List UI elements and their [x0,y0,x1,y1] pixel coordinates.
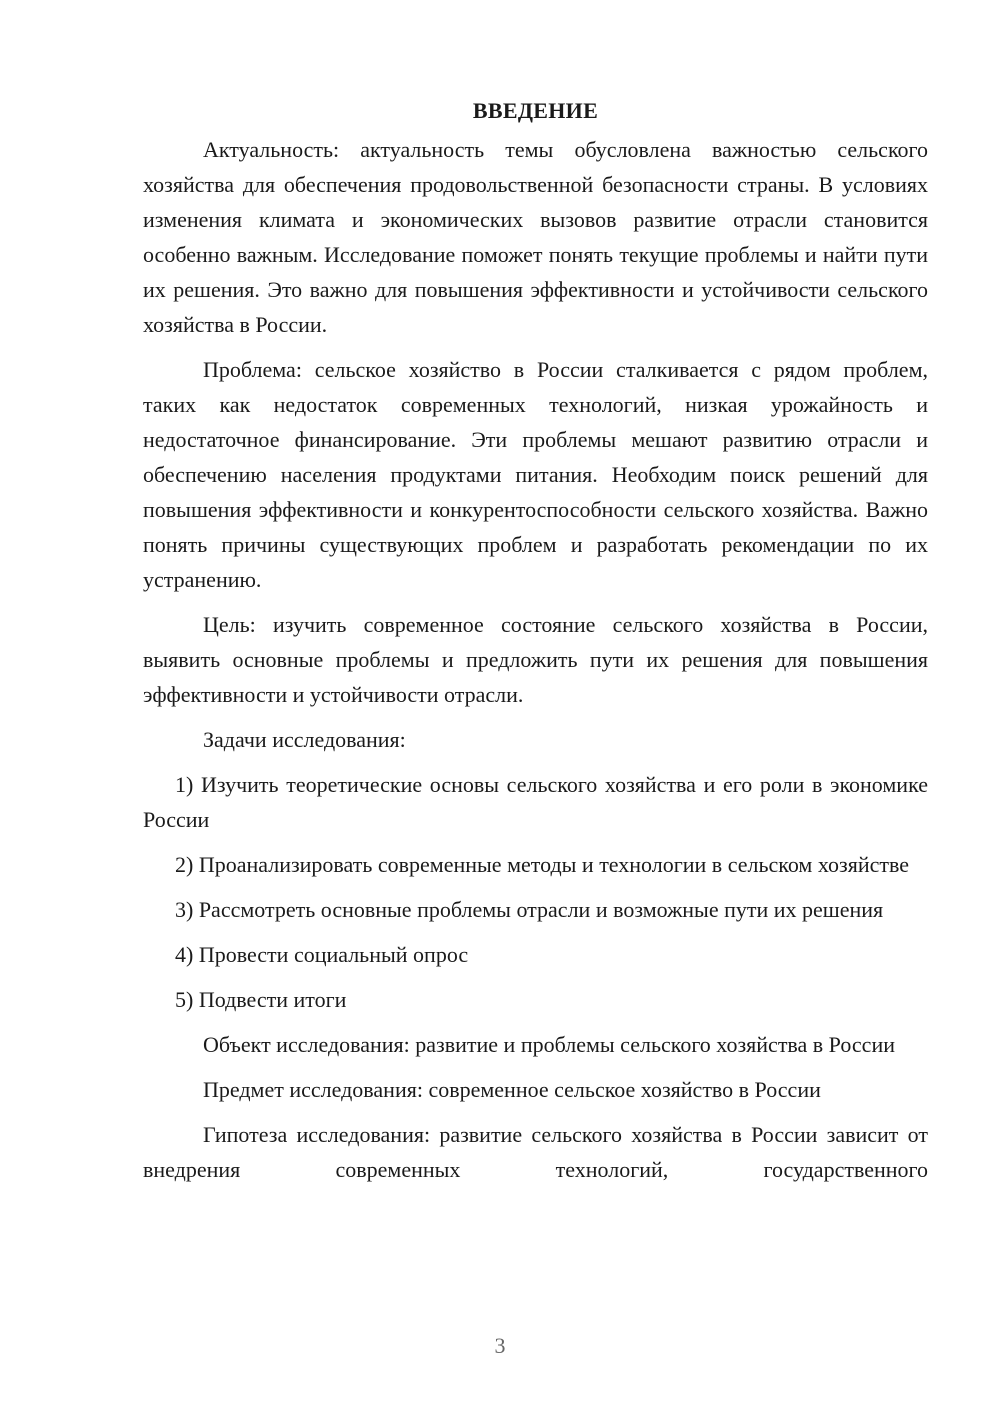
subject-paragraph: Предмет исследования: современное сельское хозяйство в России [203,1077,821,1102]
task-item-3: 3) Рассмотреть основные проблемы отрасли и возможные пути их решения [175,897,884,922]
hypothesis-paragraph: Гипотеза исследования: развитие сельского хозяйства в России зависит от внедрения современных технологий, государственного [143,1122,928,1182]
task-item-1: 1) Изучить теоретические основы сельского хозяйства и его роли в экономике России [143,772,928,832]
relevance-paragraph: Актуальность: актуальность темы обусловлена важностью сельского хозяйства для обеспечения продовольственной безопасности страны. В условиях изменения климата и экономических вызовов развитие отрасли становится особенно важным. Исследование поможет понять текущие проблемы и найти пути их решения. Это важно для повышения эффективности и устойчивости сельского хозяйства в России. [143,137,928,337]
task-item-2: 2) Проанализировать современные методы и технологии в сельском хозяйстве [175,852,909,877]
task-item-5: 5) Подвести итоги [175,987,347,1012]
object-paragraph: Объект исследования: развитие и проблемы сельского хозяйства в России [203,1032,895,1057]
tasks-heading: Задачи исследования: [203,727,406,752]
page-title: ВВЕДЕНИЕ [472,98,599,123]
task-item-4: 4) Провести социальный опрос [175,942,469,967]
goal-paragraph: Цель: изучить современное состояние сельского хозяйства в России, выявить основные проблемы и предложить пути их решения для повышения эффективности и устойчивости отрасли. [143,612,928,707]
page-number: 3 [494,1333,506,1358]
problem-paragraph: Проблема: сельское хозяйство в России сталкивается с рядом проблем, таких как недостаток современных технологий, низкая урожайность и недостаточное финансирование. Эти проблемы мешают развитию отрасли и обеспечению населения продуктами питания. Необходим поиск решений для повышения эффективности и конкурентоспособности сельского хозяйства. Важно понять причины существующих проблем и разработать рекомендации по их устранению. [143,357,928,592]
document-page [143,94,928,1187]
